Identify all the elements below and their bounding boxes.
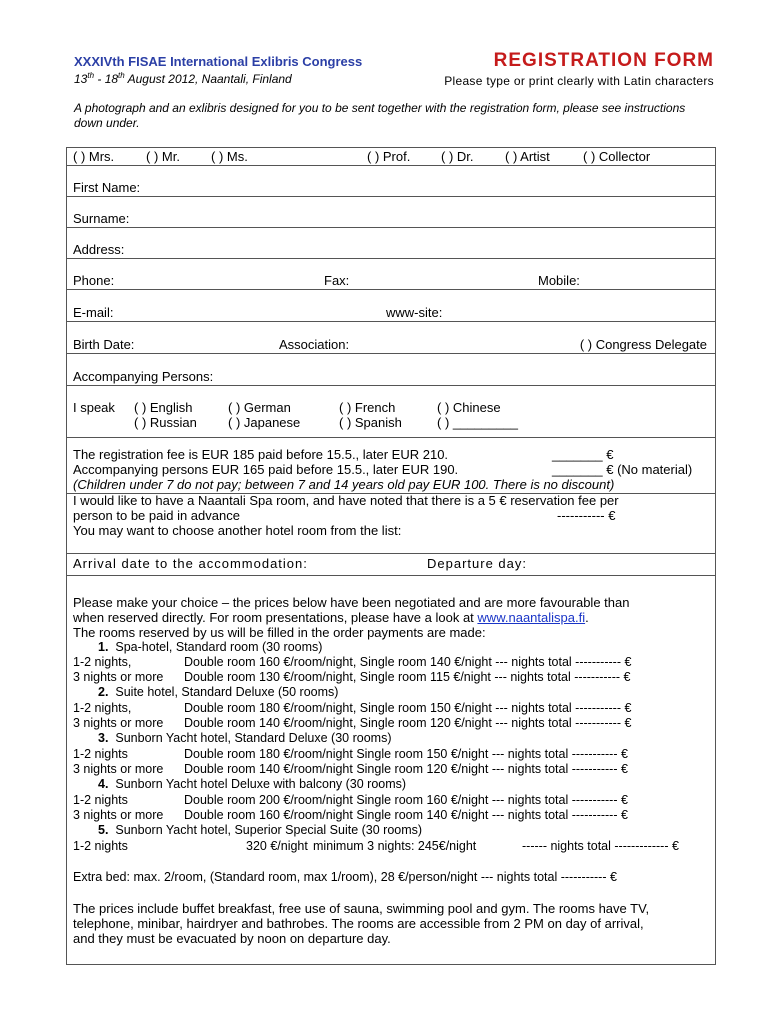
- hotel-5-price: 320 €/night: [246, 839, 308, 853]
- hotel-4-number: 4.: [98, 777, 109, 791]
- spa-line-2: person to be paid in advance: [73, 508, 240, 523]
- departure-label: Departure day:: [427, 556, 527, 571]
- header-left: [74, 54, 362, 86]
- hotel-5-row-nights: 1-2 nights: [73, 839, 128, 853]
- email-label: E-mail:: [73, 305, 114, 320]
- hotel-5-number: 5.: [98, 823, 109, 837]
- languages-row: [67, 385, 715, 438]
- lang-russian[interactable]: ( ) Russian: [134, 415, 197, 430]
- date-start: 13: [74, 72, 88, 86]
- hotel-2-name: Suite hotel, Standard Deluxe (50 rooms): [115, 685, 339, 699]
- hotel-3-number: 3.: [98, 731, 109, 745]
- title-mrs[interactable]: ( ) Mrs.: [73, 149, 115, 164]
- hotel-2-row-a-nights: 1-2 nights,: [73, 701, 132, 715]
- arrival-row[interactable]: [67, 553, 715, 576]
- congress-dates: [74, 71, 362, 86]
- title-prof[interactable]: ( ) Prof.: [367, 149, 411, 164]
- hotel-1-row-b-nights: 3 nights or more: [73, 670, 164, 684]
- spa-line-1: I would like to have a Naantali Spa room, and have noted that there is a 5 € reservation fee per: [73, 493, 619, 508]
- prices-note-1: The prices include buffet breakfast, free use of sauna, swimming pool and gym. The rooms have TV,: [73, 901, 650, 916]
- rooms-intro-2: [73, 610, 589, 625]
- fee-accompanying: Accompanying persons EUR 165 paid before 15.5., later EUR 190.: [73, 462, 459, 477]
- hotel-3-name: Sunborn Yacht hotel, Standard Deluxe (30 rooms): [115, 731, 392, 745]
- prices-note-3: and they must be evacuated by noon on departure day.: [73, 931, 391, 946]
- rooms-intro-2-end: .: [585, 610, 589, 625]
- birth-date-label: Birth Date:: [73, 337, 135, 352]
- rooms-section: [67, 575, 715, 966]
- lang-japanese[interactable]: ( ) Japanese: [228, 415, 301, 430]
- fees-row: [67, 437, 715, 494]
- hotel-4-name: Sunborn Yacht hotel Deluxe with balcony (30 rooms): [115, 777, 407, 791]
- hotel-5-minimum: minimum 3 nights: 245€/night: [313, 839, 477, 853]
- extra-bed[interactable]: Extra bed: max. 2/room, (Standard room, max 1/room), 28 €/person/night --- nights total ----------- €: [73, 870, 617, 884]
- hotel-2-row-b[interactable]: Double room 140 €/room/night, Single room 120 €/night --- nights total ----------- €: [184, 716, 632, 730]
- birth-row[interactable]: [67, 321, 715, 354]
- header-right: [444, 50, 714, 88]
- hotel-5-total[interactable]: ------ nights total ------------- €: [522, 839, 679, 853]
- date-suffix-1: th: [87, 71, 95, 80]
- hotel-2-heading: [98, 685, 338, 699]
- address-label: Address:: [73, 242, 125, 257]
- form-instruction: Please type or print clearly with Latin characters: [444, 74, 714, 88]
- title-ms[interactable]: ( ) Ms.: [211, 149, 248, 164]
- hotel-2-row-b-nights: 3 nights or more: [73, 716, 164, 730]
- form-title: REGISTRATION FORM: [493, 50, 714, 71]
- lang-english[interactable]: ( ) English: [134, 400, 193, 415]
- hotel-4-heading: [98, 777, 406, 791]
- date-location: August 2012, Naantali, Finland: [124, 72, 292, 86]
- first-name-row[interactable]: [67, 165, 715, 197]
- fee-registration: The registration fee is EUR 185 paid before 15.5., later EUR 210.: [73, 447, 449, 462]
- accompanying-label: Accompanying Persons:: [73, 369, 214, 384]
- surname-row[interactable]: [67, 196, 715, 228]
- rooms-intro-2-text: when reserved directly. For room presentations, please have a look at: [73, 610, 478, 625]
- hotel-4-row-a[interactable]: Double room 200 €/room/night Single room 160 €/night --- nights total ----------- €: [184, 793, 628, 807]
- first-name-label: First Name:: [73, 180, 141, 195]
- registration-form: [66, 147, 716, 965]
- surname-label: Surname:: [73, 211, 130, 226]
- lang-spanish[interactable]: ( ) Spanish: [339, 415, 402, 430]
- speak-label: I speak: [73, 400, 115, 415]
- title-collector[interactable]: ( ) Collector: [583, 149, 651, 164]
- hotel-1-row-b[interactable]: Double room 130 €/room/night, Single room 115 €/night --- nights total ----------- €: [184, 670, 631, 684]
- hotel-3-row-b-nights: 3 nights or more: [73, 762, 164, 776]
- naantalispa-link[interactable]: www.naantalispa.fi: [477, 610, 586, 625]
- hotel-3-heading: [98, 731, 391, 745]
- fee-registration-amount[interactable]: _______ €: [552, 447, 614, 462]
- rooms-intro-3: The rooms reserved by us will be filled in the order payments are made:: [73, 625, 486, 640]
- hotel-5-heading: [98, 823, 422, 837]
- lang-other[interactable]: ( ) _________: [437, 415, 518, 430]
- hotel-5-name: Sunborn Yacht hotel, Superior Special Suite (30 rooms): [115, 823, 423, 837]
- hotel-1-row-a-nights: 1-2 nights,: [73, 655, 132, 669]
- title-mr[interactable]: ( ) Mr.: [146, 149, 180, 164]
- hotel-3-row-a-nights: 1-2 nights: [73, 747, 128, 761]
- congress-delegate-checkbox[interactable]: ( ) Congress Delegate: [579, 337, 707, 352]
- address-row[interactable]: [67, 227, 715, 259]
- hotel-4-row-a-nights: 1-2 nights: [73, 793, 128, 807]
- lang-french[interactable]: ( ) French: [339, 400, 396, 415]
- fee-accompanying-amount[interactable]: _______ € (No material): [552, 462, 693, 477]
- arrival-label: Arrival date to the accommodation:: [73, 556, 308, 571]
- fee-children-note: (Children under 7 do not pay; between 7 and 14 years old pay EUR 100. There is no discount): [73, 477, 615, 492]
- prices-note-2: telephone, minibar, hairdryer and bathrobes. The rooms are accessible from 2 PM on day of arrival,: [73, 916, 644, 931]
- title-row: [67, 148, 715, 166]
- hotel-2-row-a[interactable]: Double room 180 €/room/night, Single room 150 €/night --- nights total ----------- €: [184, 701, 632, 715]
- www-label: www-site:: [386, 305, 443, 320]
- lang-german[interactable]: ( ) German: [228, 400, 291, 415]
- lang-chinese[interactable]: ( ) Chinese: [437, 400, 501, 415]
- title-artist[interactable]: ( ) Artist: [505, 149, 550, 164]
- hotel-1-name: Spa-hotel, Standard room (30 rooms): [115, 640, 323, 654]
- hotel-1-heading: [98, 640, 322, 654]
- date-suffix-2: th: [118, 71, 125, 80]
- accompanying-row[interactable]: [67, 353, 715, 386]
- hotel-4-row-b-nights: 3 nights or more: [73, 808, 164, 822]
- email-row[interactable]: [67, 289, 715, 322]
- congress-title: XXXIVth FISAE International Exlibris Congress: [74, 54, 363, 69]
- title-dr[interactable]: ( ) Dr.: [441, 149, 474, 164]
- hotel-1-row-a[interactable]: Double room 160 €/room/night, Single room 140 €/night --- nights total ----------- €: [184, 655, 632, 669]
- phone-label: Phone:: [73, 273, 115, 288]
- date-end: - 18: [94, 72, 119, 86]
- spa-line-3: You may want to choose another hotel room from the list:: [73, 523, 402, 538]
- spa-row: [67, 493, 715, 554]
- association-label: Association:: [279, 337, 350, 352]
- hotel-2-number: 2.: [98, 685, 109, 699]
- mobile-label: Mobile:: [538, 273, 580, 288]
- hotel-1-number: 1.: [98, 640, 109, 654]
- fax-label: Fax:: [324, 273, 350, 288]
- hotel-3-row-a[interactable]: Double room 180 €/room/night Single room 150 €/night --- nights total ----------- €: [184, 747, 628, 761]
- phone-row[interactable]: [67, 258, 715, 290]
- hotel-3-row-b[interactable]: Double room 140 €/room/night Single room 120 €/night --- nights total ----------- €: [184, 762, 628, 776]
- rooms-intro-1: Please make your choice – the prices below have been negotiated and are more favourable than: [73, 595, 630, 610]
- intro-text: A photograph and an exlibris designed for you to be sent together with the registration form, please see instructions down under.: [74, 101, 686, 130]
- hotel-4-row-b[interactable]: Double room 160 €/room/night Single room 140 €/night --- nights total ----------- €: [184, 808, 628, 822]
- spa-amount[interactable]: ----------- €: [557, 508, 616, 523]
